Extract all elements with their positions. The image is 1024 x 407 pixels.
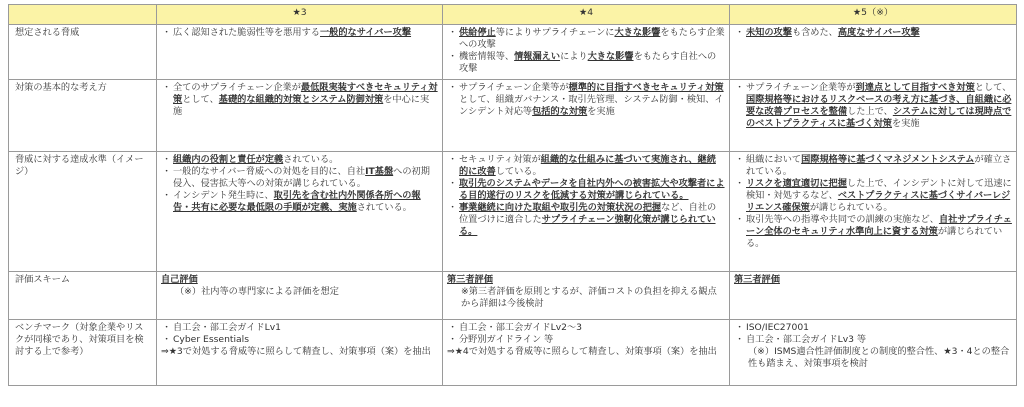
- comparison-table-wrapper: [8, 4, 1016, 386]
- scheme-title-level5: 第三者評価: [734, 274, 780, 285]
- cell-level-level4: [443, 152, 730, 272]
- cell-threat-level3: [157, 25, 443, 80]
- list-item: ・ サプライチェーン企業等が標準的に目指すべきセキュリティ対策として、組織ガバナンス・取引先管理、システム防御・検知、インシデント対応等包括的な対策を実施: [459, 82, 725, 118]
- bench-arrow-level3: ⇒★3で対処する脅威等に照らして精査し、対策事項（案）を抽出: [161, 346, 431, 357]
- row-label-policy: 対策の基本的な考え方: [9, 80, 157, 152]
- row-policy: [9, 80, 1017, 152]
- cell-threat-level4: [443, 25, 730, 80]
- list-item: ・ セキュリティ対策が組織的な仕組みに基づいて実施され、継続的に改善している。: [459, 154, 725, 178]
- list-item: ・ 分野別ガイドライン 等: [459, 334, 725, 346]
- row-evaluation-scheme: [9, 272, 1017, 320]
- scheme-note-level4: ※第三者評価を原則とするが、評価コストの負担を抑える観点から詳細は今後検討: [461, 286, 717, 309]
- cell-scheme-level5: [730, 272, 1017, 320]
- list-item: ・ 組織において国際規格等に基づくマネジメントシステムが確立されている。: [746, 154, 1012, 178]
- bench-note-level5: （※）ISMS適合性評価制度との制度的整合性、★3・4との整合性も踏まえ、対策事項を検討: [748, 346, 1010, 369]
- cell-threat-level5: [730, 25, 1017, 80]
- cell-level-level5: [730, 152, 1017, 272]
- cell-bench-level5: [730, 320, 1017, 386]
- list-item: ・ 未知の攻撃も含めた、高度なサイバー攻撃: [746, 27, 1012, 39]
- cell-policy-level3: [157, 80, 443, 152]
- list-item: ・ 取引先等への指導や共同での訓練の実施など、自社サプライチェーン全体のセキュリティ水準向上に資する対策が講じられている。: [746, 214, 1012, 250]
- row-label-scheme: 評価スキーム: [9, 272, 157, 320]
- list-item: ・ サプライチェーン企業等が到達点として目指すべき対策として、国際規格等におけるリスクベースの考え方に基づき、自組織に必要な改善プロセスを整備した上で、システムに対しては現時点でのベストプラクティスに基づく対策を実施: [746, 82, 1012, 130]
- scheme-note-level3: （※）社内等の専門家による評価を想定: [175, 286, 339, 297]
- list-item: ・ ISO/IEC27001: [746, 322, 1012, 334]
- row-label-threat: 想定される脅威: [9, 25, 157, 80]
- row-label-level: 脅威に対する達成水準（イメージ）: [9, 152, 157, 272]
- cell-policy-level5: [730, 80, 1017, 152]
- security-level-comparison-table: [8, 4, 1017, 386]
- row-achievement-level: [9, 152, 1017, 272]
- header-empty-cell: [9, 5, 157, 25]
- header-level-4: ★4: [443, 5, 730, 25]
- list-item: ・ 広く認知された脆弱性等を悪用する一般的なサイバー攻撃: [173, 27, 438, 39]
- scheme-title-level4: 第三者評価: [447, 274, 493, 285]
- list-item: ・ 自工会・部工会ガイドLv3 等: [746, 334, 1012, 346]
- row-benchmark: [9, 320, 1017, 386]
- header-level-3: ★3: [157, 5, 443, 25]
- row-label-benchmark: ベンチマーク（対象企業やリスクが同様であり、対策項目を検討する上で参考）: [9, 320, 157, 386]
- cell-scheme-level4: [443, 272, 730, 320]
- list-item: ・ リスクを適宜適切に把握した上で、インシデントに対して迅速に検知・対処するなど、ベストプラクティスに基づくサイバーレジリエンス確保策が講じられている。: [746, 178, 1012, 214]
- list-item: ・ Cyber Essentials: [173, 334, 438, 346]
- list-item: ・ 事業継続に向けた取組や取引先の対策状況の把握など、自社の位置づけに適合したサプライチェーン強靭化策が講じられている。: [459, 202, 725, 238]
- list-item: ・ 機密情報等、情報漏えいにより大きな影響をもたらす自社への攻撃: [459, 51, 725, 75]
- list-item: ・ 自工会・部工会ガイドLv1: [173, 322, 438, 334]
- scheme-title-level3: 自己評価: [161, 274, 198, 285]
- cell-bench-level3: [157, 320, 443, 386]
- row-threat: [9, 25, 1017, 80]
- cell-bench-level4: [443, 320, 730, 386]
- cell-level-level3: [157, 152, 443, 272]
- list-item: ・ 一般的なサイバー脅威への対処を目的に、自社IT基盤への初期侵入、侵害拡大等への対策が講じられている。: [173, 166, 438, 190]
- list-item: ・ インシデント発生時に、取引先を含む社内外関係各所への報告・共有に必要な最低限の手順が定義、実施されている。: [173, 190, 438, 214]
- list-item: ・ 取引先のシステムやデータを自社内外への被害拡大や攻撃者による目的遂行のリスクを低減する対策が講じられている。: [459, 178, 725, 202]
- list-item: ・ 供給停止等によりサプライチェーンに大きな影響をもたらす企業への攻撃: [459, 27, 725, 51]
- cell-scheme-level3: [157, 272, 443, 320]
- cell-policy-level4: [443, 80, 730, 152]
- bench-arrow-level4: ⇒★4で対処する脅威等に照らして精査し、対策事項（案）を抽出: [447, 346, 717, 357]
- header-level-5: ★5（※）: [730, 5, 1017, 25]
- list-item: ・ 自工会・部工会ガイドLv2～3: [459, 322, 725, 334]
- list-item: ・ 組織内の役割と責任が定義されている。: [173, 154, 438, 166]
- list-item: ・ 全てのサプライチェーン企業が最低限実装すべきセキュリティ対策として、基礎的な組織的対策とシステム防御対策を中心に実施: [173, 82, 438, 118]
- header-row: [9, 5, 1017, 25]
